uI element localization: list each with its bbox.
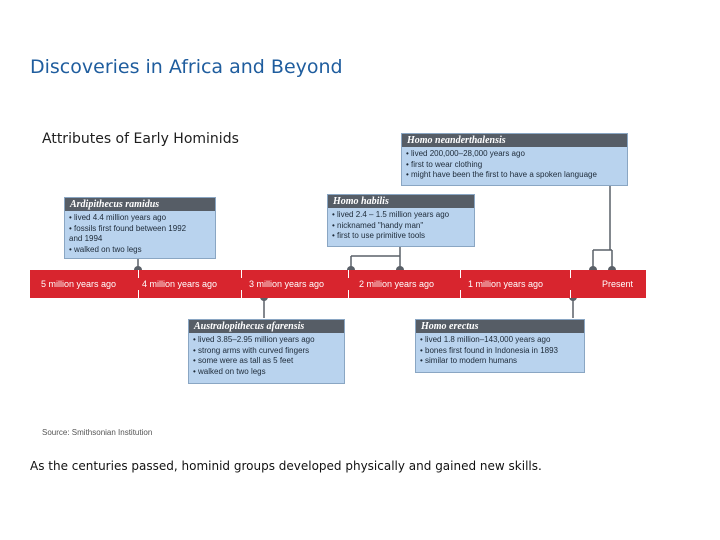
fact-list xyxy=(402,149,627,181)
timeline-label-present: Present xyxy=(602,279,634,289)
fact-list xyxy=(328,210,474,242)
box-homo-neanderthalensis xyxy=(401,133,628,186)
box-header: Homo erectus xyxy=(416,320,584,333)
fact-item: • lived 200,000–28,000 years ago xyxy=(406,149,525,158)
box-australopithecus-afarensis xyxy=(188,319,345,384)
slide-title: Discoveries in Africa and Beyond xyxy=(30,56,343,78)
fact-item: • lived 3.85–2.95 million years ago xyxy=(193,335,315,344)
habilis-connector xyxy=(351,246,400,270)
timeline-tick xyxy=(241,270,242,278)
timeline-label-2-mya: 2 million years ago xyxy=(359,279,435,289)
timeline-label-4-mya: 4 million years ago xyxy=(142,279,218,289)
fact-list xyxy=(65,213,215,255)
box-header: Ardipithecus ramidus xyxy=(65,198,215,211)
fact-item: • first to use primitive tools xyxy=(332,231,426,240)
timeline-bar xyxy=(30,270,646,298)
timeline-tick xyxy=(570,290,571,298)
timeline-tick xyxy=(348,290,349,298)
timeline-tick xyxy=(348,270,349,278)
timeline-tick xyxy=(241,290,242,298)
fact-item: • fossils first found between 1992 xyxy=(69,223,187,233)
fact-item: • might have been the first to have a spoken language xyxy=(406,170,597,179)
timeline-tick xyxy=(138,290,139,298)
box-homo-erectus xyxy=(415,319,585,373)
fact-item: • some were as tall as 5 feet xyxy=(193,356,294,365)
timeline-tick xyxy=(570,270,571,278)
figure-source: Source: Smithsonian Institution xyxy=(42,428,153,437)
neanderthalensis-connector xyxy=(593,186,612,270)
fact-item: • walked on two legs xyxy=(193,366,266,376)
fact-item: • strong arms with curved fingers xyxy=(193,345,310,355)
box-header: Homo habilis xyxy=(328,195,474,208)
timeline-tick xyxy=(460,290,461,298)
timeline-label-3-mya: 3 million years ago xyxy=(249,279,325,289)
fact-list xyxy=(189,335,344,377)
figure-title: Attributes of Early Hominids xyxy=(42,131,239,147)
fact-item: • lived 4.4 million years ago xyxy=(69,213,167,222)
slide-caption: As the centuries passed, hominid groups developed physically and gained new skills. xyxy=(30,459,542,473)
timeline-label-1-mya: 1 million years ago xyxy=(468,279,544,289)
box-header: Australopithecus afarensis xyxy=(189,320,344,333)
timeline-label-5-mya: 5 million years ago xyxy=(41,279,117,289)
box-header: Homo neanderthalensis xyxy=(402,134,627,147)
timeline-tick xyxy=(460,270,461,278)
box-homo-habilis xyxy=(327,194,475,247)
fact-item: • nicknamed "handy man" xyxy=(332,220,424,230)
fact-item: • lived 1.8 million–143,000 years ago xyxy=(420,335,551,344)
fact-item: • lived 2.4 – 1.5 million years ago xyxy=(332,210,450,219)
fact-item: • bones first found in Indonesia in 1893 xyxy=(420,345,559,355)
fact-item: • first to wear clothing xyxy=(406,159,483,169)
fact-item: • walked on two legs xyxy=(69,244,142,254)
fact-list xyxy=(416,335,584,367)
fact-item: and 1994 xyxy=(69,234,103,243)
timeline-tick xyxy=(138,270,139,278)
box-ardipithecus-ramidus xyxy=(64,197,216,259)
fact-item: • similar to modern humans xyxy=(420,356,518,365)
